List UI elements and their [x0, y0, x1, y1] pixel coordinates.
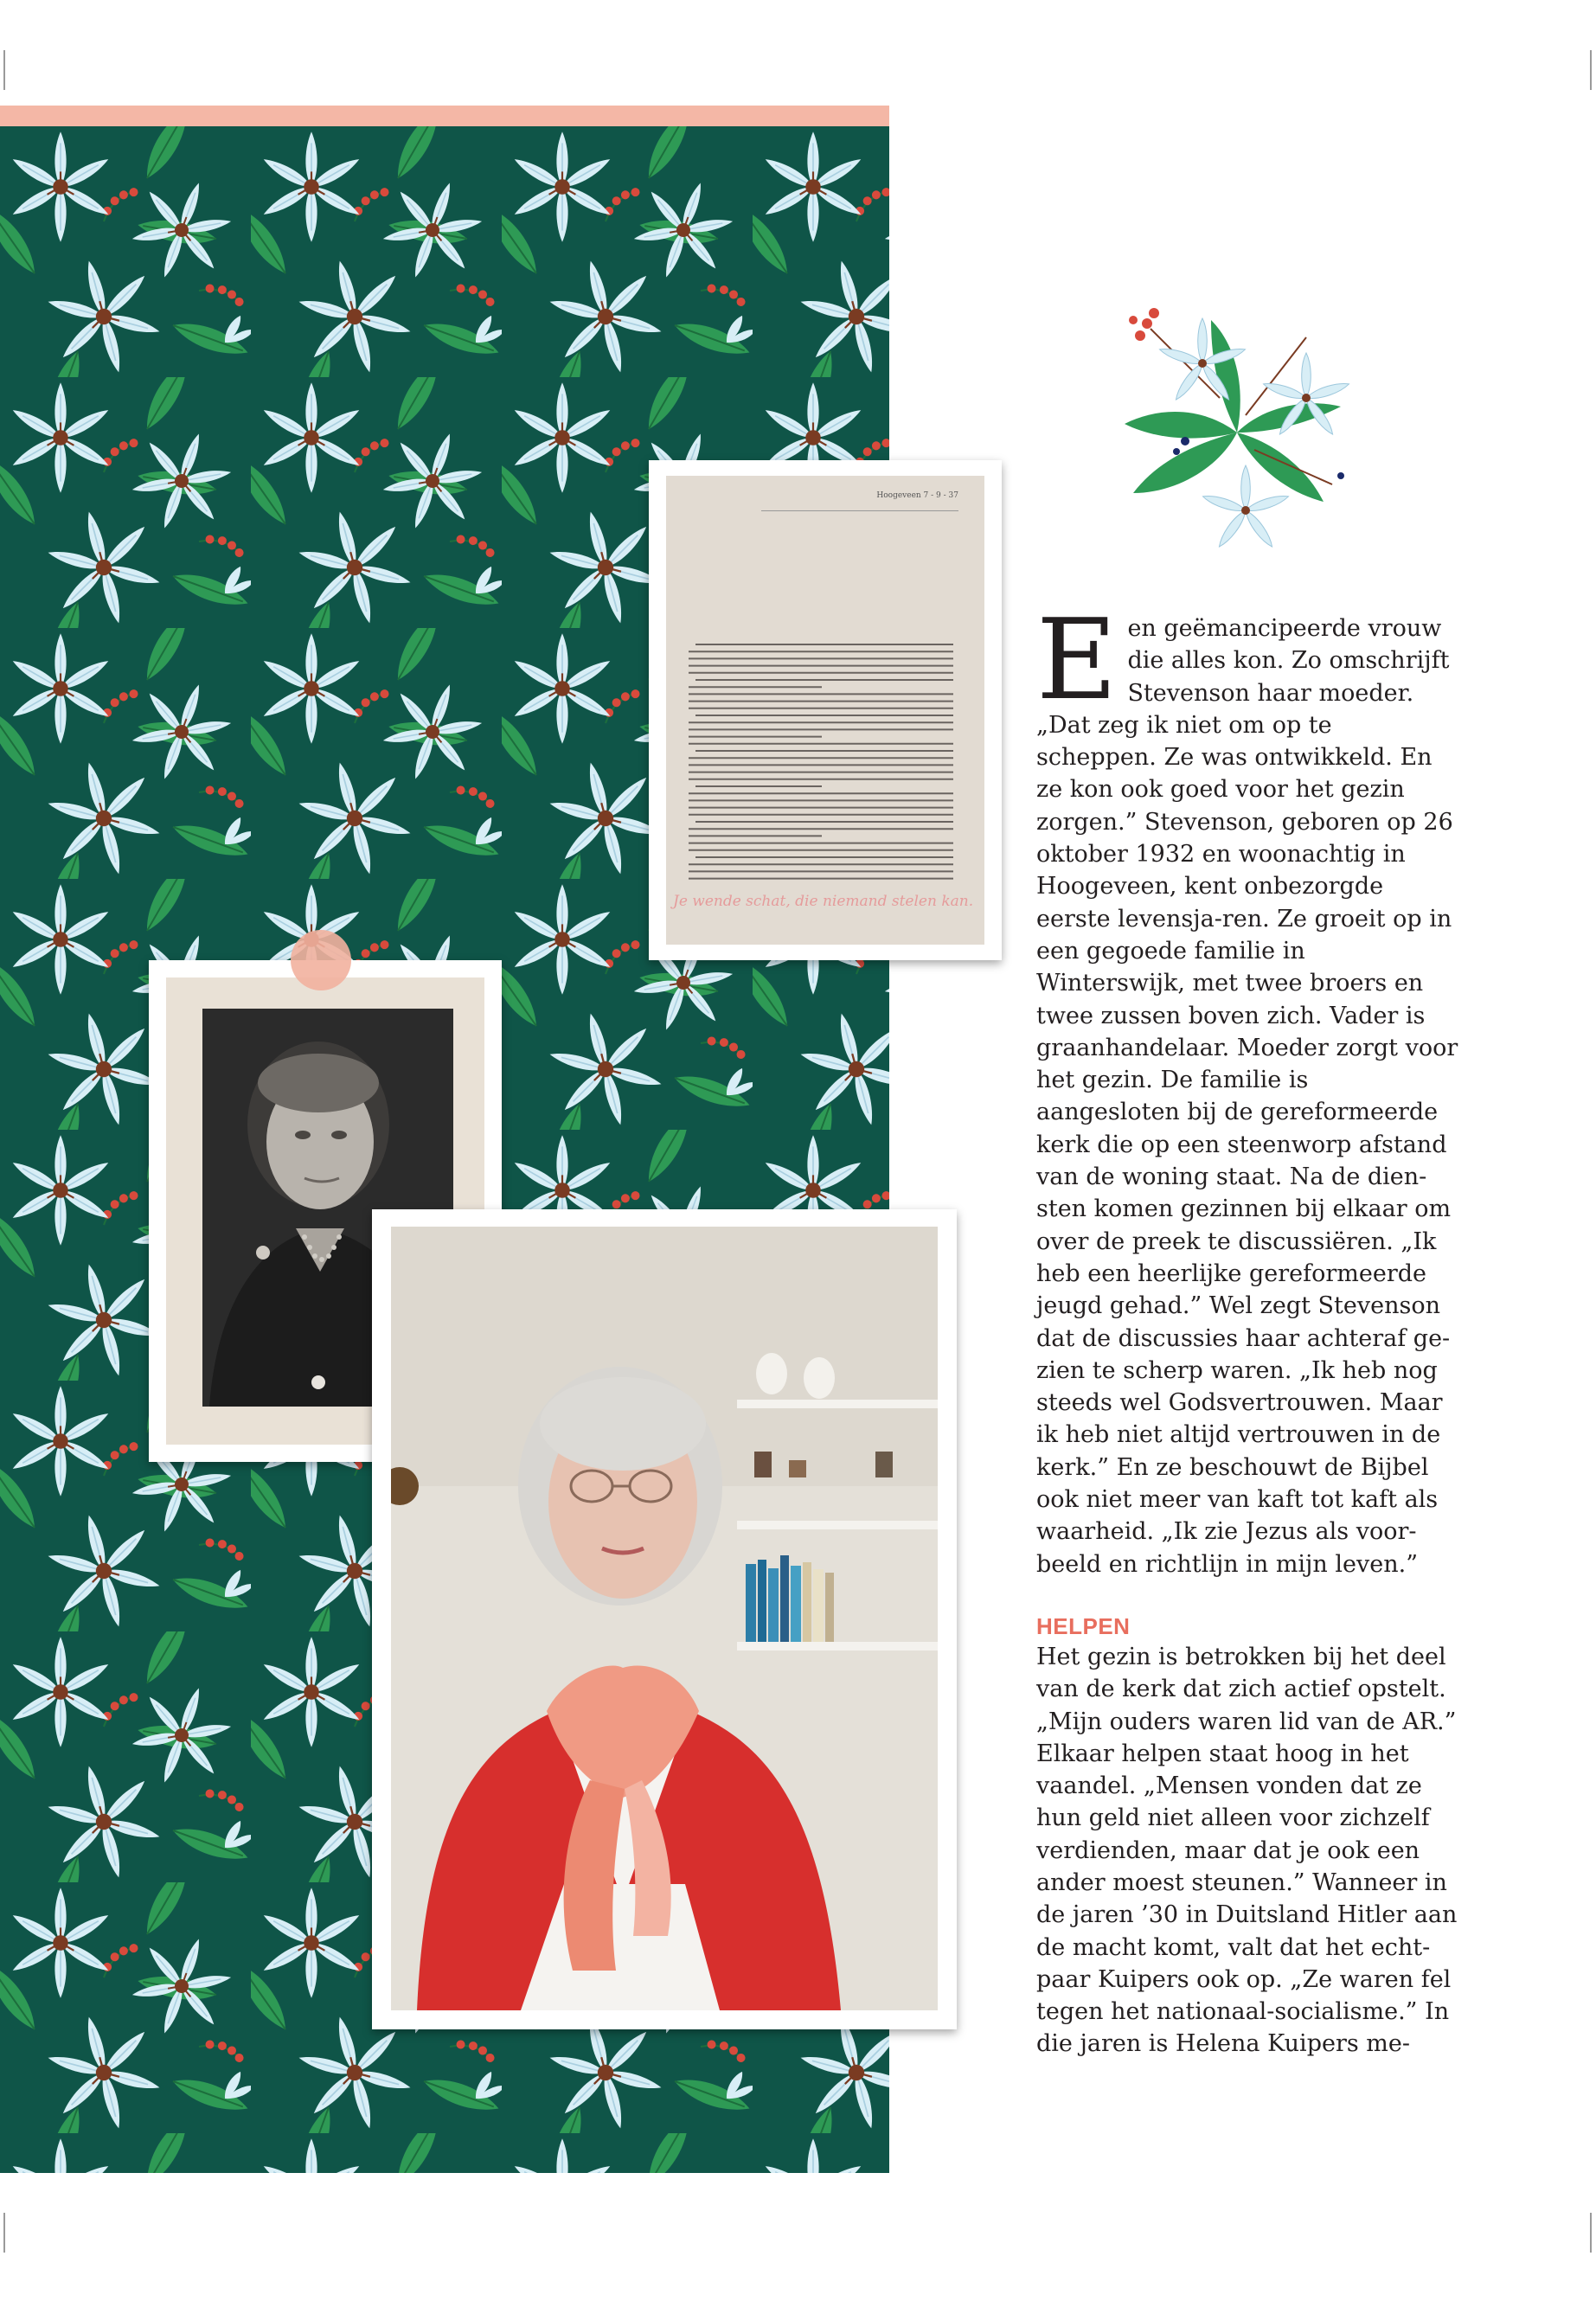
article-column [1036, 596, 1458, 2061]
letter-paper [666, 476, 984, 945]
floral-sprig-illustration [1003, 260, 1453, 588]
article-body: Het gezin is betrokken bij het deel van de kerk dat zich actief opstelt. „Mijn ouders waren lid van de AR.” Elkaar helpen staat hoog in het vaandel. „Mensen vonden dat ze hun geld niet alleen voor zichzelf verdienden, maar dat je ook een ander moest steunen.” Wanneer in de jaren ’30 in Duitsland Hitler aan de macht komt, valt dat het echt-paar Kuipers ook op. „Ze waren fel tegen het nationaal-socialisme.” In die jaren is Helena Kuipers me- [1036, 1643, 1458, 2058]
portrait-photo [372, 1209, 957, 2029]
intro-text: en geëmancipeerde vrouw die alles kon. Zo omschrijft Stevenson haar moeder. „Dat zeg ik niet om op te scheppen. Ze was ontwikkeld. En ze kon ook goed voor het gezin zorgen.” Stevenson, geboren op 26 oktober 1932 en woonachtig in Hoogeveen, kent onbezorgde eerste levensja-ren. Ze groeit op in een gegoede familie in Winterswijk, met twee broers en twee zussen boven zich. Vader is graanhandelaar. Moeder zorgt voor het gezin. De familie is aangesloten bij de gereformeerde kerk die op een steenworp afstand van de woning staat. Na de dien-sten komen gezinnen bij elkaar om over de preek te discussiëren. „Ik heb een heerlijke gereformeerde jeugd gehad.” Wel zegt Stevenson dat de discussies haar achteraf ge-zien te scherp waren. „Ik heb nog steeds wel Godsvertrouwen. Maar ik heb niet altijd vertrouwen in de kerk.” En ze beschouwt de Bijbel ook niet meer van kaft tot kaft als waarheid. „Ik zie Jezus als voor-beeld en richtlijn in mijn leven.” [1036, 615, 1458, 1578]
crop-mark-bottom-left [3, 2213, 5, 2253]
article-intro [1036, 596, 1458, 1580]
letter-date: Hoogeveen 7 - 9 - 37 [876, 491, 958, 500]
photo-pin [291, 930, 351, 990]
crop-mark-top-right [1590, 50, 1592, 90]
drop-cap: E [1036, 596, 1118, 725]
letter-text-lines [666, 476, 984, 882]
crop-mark-top-left [3, 50, 5, 90]
accent-bar [0, 106, 889, 126]
crop-mark-bottom-right [1590, 2213, 1592, 2253]
section-heading: HELPEN [1036, 1612, 1131, 1639]
letter-photo [649, 460, 1002, 960]
letter-handwritten-line: Je wende schat, die niemand stelen kan. [673, 893, 974, 910]
